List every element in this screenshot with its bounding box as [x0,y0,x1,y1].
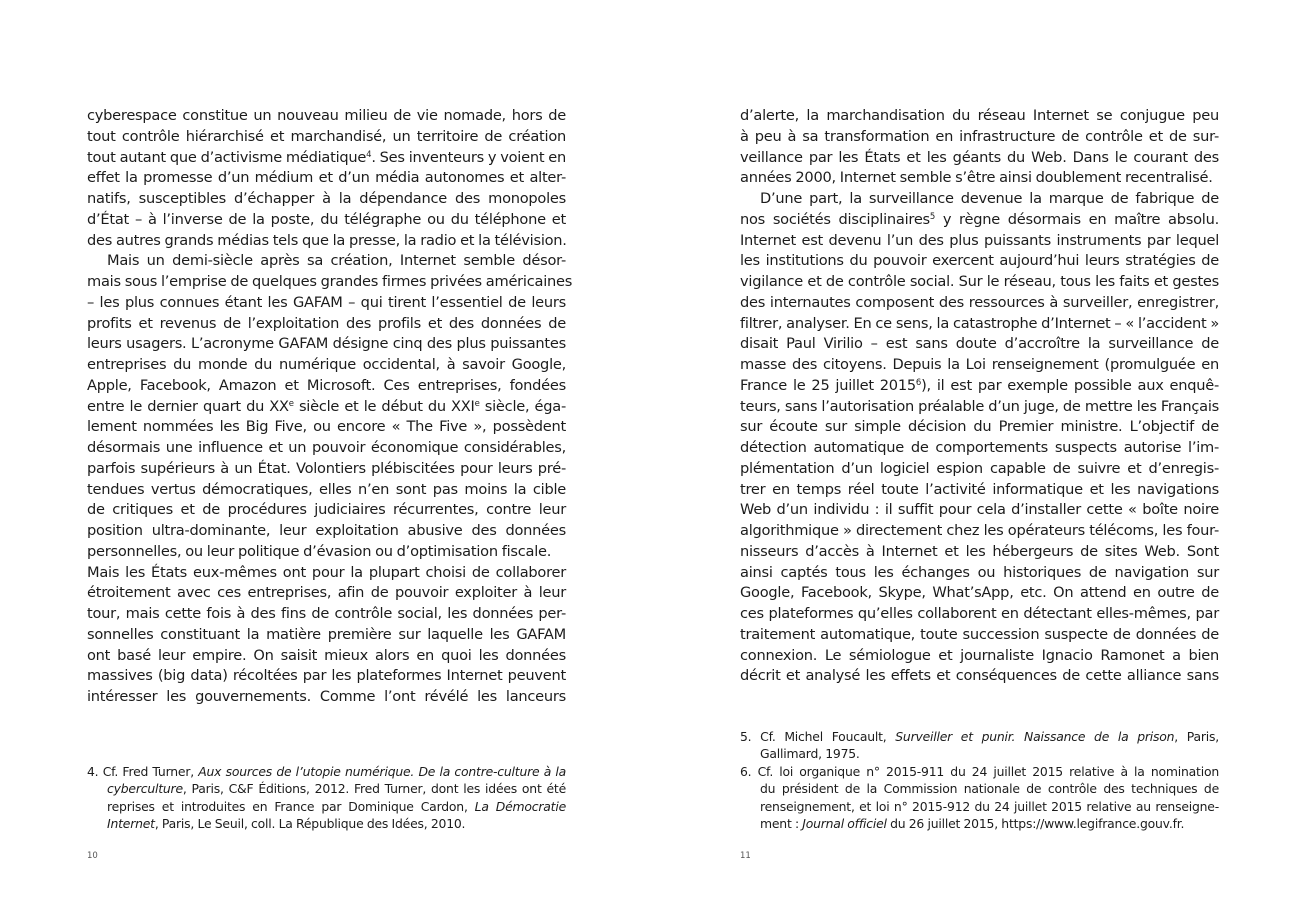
footnote-line: 4. Cf. Fred Turner, Aux sources de l’utopie numérique. De la contre-culture à la [87,764,566,779]
text-line: tout autant que d’activisme médiatique$^4$. Ses inventeurs y voient en [87,148,566,166]
footnote-line: Gallimard, 1975. [760,746,860,762]
footnote-line: reprises et introduites en France par Dominique Cardon, La Démocratie [107,798,566,814]
text-line: les institutions du pouvoir exercent aujourd’hui leurs stratégies de [740,252,1219,270]
text-line: de critiques et de procédures judiciaires récurrentes, contre leur [87,501,566,519]
page-number: 10 [87,851,98,861]
footnote-line: renseignement, et loi n° 2015-912 du 24 juillet 2015 relative au renseigne- [760,798,1219,814]
text-line: filtrer, analyser. En ce sens, la catastrophe d’Internet – « l’accident » [740,314,1219,332]
text-line: position ultra-dominante, leur exploitation abusive des données [87,522,566,539]
footnote-line: cyberculture, Paris, C&F Éditions, 2012. Fred Turner, dont les idées ont été [107,781,566,797]
text-line: nisseurs d’accès à Internet et les hébergeurs de sites Web. Sont [740,542,1219,560]
text-line: entreprises du monde du numérique occidental, à savoir Google, [87,356,566,373]
text-line: massives (big data) récoltées par les plateformes Internet peuvent [87,667,566,685]
text-line: D’une part, la surveillance devenue la marque de fabrique de [760,190,1219,207]
text-line: lement nommées les Big Five, ou encore « The Five », possèdent [87,418,566,436]
text-line: tour, mais cette fois à des fins de contrôle social, les données per- [87,605,566,622]
text-line: des autres grands médias tels que la presse, la radio et la télévision. [87,231,567,249]
text-line: algorithmique » directement chez les opérateurs télécoms, les four- [740,522,1219,539]
right-page [653,0,1305,913]
text-line: Google, Facebook, Skype, What’sApp, etc. On attend en outre de [740,584,1219,602]
left-page [0,0,652,913]
text-line: à peu à sa transformation en infrastructure de contrôle et de sur- [740,127,1219,145]
footnote-line: du président de la Commission nationale de contrôle des techniques de [760,781,1219,797]
text-line: d’alerte, la marchandisation du réseau Internet se conjugue peu [740,107,1219,124]
text-line: profits et revenus de l’exploitation des profils et des données de [87,314,566,332]
text-line: disait Paul Virilio – est sans doute d’accroître la surveillance de [740,335,1219,353]
text-line: intéresser les gouvernements. Comme l’ont révélé les lanceurs [87,688,566,705]
text-line: années 2000, Internet semble s’être ainsi doublement recentralisé. [740,169,1213,187]
text-line: décrit et analysé les effets et conséquences de cette alliance sans [740,667,1219,685]
footnote-ref: e [288,398,294,409]
text-line: tout contrôle hiérarchisé et marchandisé, un territoire de création [87,127,566,145]
text-line: détection automatique de comportements suspects autorise l’im- [740,439,1219,456]
text-line: ainsi captés tous les échanges ou historiques de navigation sur [740,563,1219,581]
text-line: vigilance et de contrôle social. Sur le réseau, tous les faits et gestes [740,273,1219,290]
text-line: des internautes composent des ressources à surveiller, enregistrer, [740,293,1219,311]
text-line: entre le dernier quart du XXe siècle et le début du XXIe siècle, éga- [87,397,566,415]
text-line: étroitement avec ces entreprises, afin de pouvoir exploiter à leur [87,584,566,602]
footnote-line: 6. Cf. loi organique n° 2015-911 du 24 juillet 2015 relative à la nomination [740,763,1219,779]
text-line: parfois supérieurs à un État. Volontiers plébiscitées pour leurs pré- [87,459,566,477]
text-line: Mais un demi-siècle après sa création, Internet semble désor- [107,252,566,270]
text-line: connexion. Le sémiologue et journaliste Ignacio Ramonet a bien [740,646,1219,664]
footnote-line: Internet, Paris, Le Seuil, coll. La République des Idées, 2010. [107,816,466,832]
page-number: 11 [740,851,751,861]
text-line: plémentation d’un logiciel espion capable de suivre et d’enregis- [740,459,1219,477]
footnote-4 [87,763,566,833]
text-line: trer en temps réel toute l’activité informatique et les navigations [740,480,1219,498]
text-line: teurs, sans l’autorisation préalable d’un juge, de mettre les Français [740,397,1219,415]
text-line: masse des citoyens. Depuis la Loi renseignement (promulguée en [740,356,1219,373]
text-line: Internet est devenu l’un des plus puissants instruments par lequel [740,231,1219,249]
text-line: veillance par les États et les géants du Web. Dans le courant des [740,148,1219,166]
text-line: cyberespace constitue un nouveau milieu de vie nomade, hors de [87,107,566,124]
text-line: Web d’un individu : il suffit pour cela d’installer cette « boîte noire [740,501,1219,519]
text-line: effet la promesse d’un médium et d’un média autonomes et alter- [87,169,566,187]
text-line: Apple, Facebook, Amazon et Microsoft. Ces entreprises, fondées [87,376,566,394]
text-line: ces plateformes qu’elles collaborent en détectant elles-mêmes, par [740,605,1219,622]
text-line: désormais une influence et un pouvoir économique considérables, [87,439,566,456]
text-line: nos sociétés disciplinaires$^5$ y règne désormais en maître absolu. [740,210,1219,228]
text-line: leurs usagers. L’acronyme GAFAM désigne cinq des plus puissantes [87,335,566,353]
text-line: sonnelles constituant la matière première sur laquelle les GAFAM [87,625,566,643]
text-line: France le 25 juillet 2015$^6$), il est par exemple possible aux enquê- [740,376,1219,394]
text-line: – les plus connues étant les GAFAM – qui tirent l’essentiel de leurs [87,293,566,311]
footnote-ref: 6 [915,377,922,388]
text-line: sur écoute sur simple décision du Premier ministre. L’objectif de [740,418,1219,436]
right-body-text [740,106,1219,687]
text-line: Mais les États eux-mêmes ont pour la plupart choisi de collaborer [87,563,566,581]
text-line: natifs, susceptibles d’échapper à la dépendance des monopoles [87,190,566,207]
text-line: ont basé leur empire. On saisit mieux alors en quoi les données [87,646,566,664]
footnote-line: 5. Cf. Michel Foucault, Surveiller et punir. Naissance de la prison, Paris, [740,729,1219,744]
text-line: personnelles, ou leur politique d’évasion ou d’optimisation fiscale. [87,542,552,560]
footnote-ref: 5 [929,211,936,222]
footnote-6 [740,763,1219,833]
footnote-line: ment : Journal officiel du 26 juillet 2015, https://www.legifrance.gouv.fr. [760,815,1185,831]
footnote-ref: 4 [366,149,372,160]
footnote-ref: e [474,398,480,409]
left-body-text [87,106,573,708]
text-line: mais sous l’emprise de quelques grandes firmes privées américaines [87,273,573,290]
footnote-5 [740,728,1219,763]
text-line: traitement automatique, toute succession suspecte de données de [740,625,1219,643]
text-line: tendues vertus démocratiques, elles n’en sont pas moins la cible [87,480,566,498]
left-footnotes [87,763,566,833]
text-line: d’État – à l’inverse de la poste, du télégraphe ou du téléphone et [87,210,566,228]
right-footnotes [740,728,1219,832]
